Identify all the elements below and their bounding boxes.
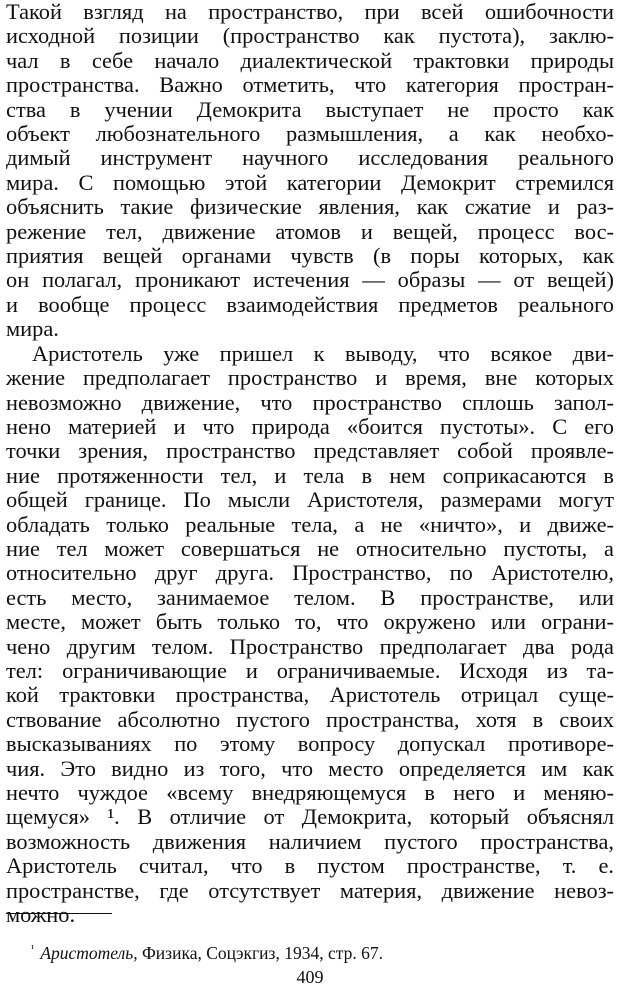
text-line: Такой взгляд на пространство, при всей ошибочности [6, 0, 614, 24]
text-line: чия. Это видно из того, что место определяется им как [6, 755, 614, 781]
text-line: ства в учении Демокрита выступает не просто как [6, 96, 614, 122]
text-line: общей границе. По мысли Аристотеля, размерами могут [6, 487, 614, 513]
page-number: 409 [296, 967, 324, 987]
text-line: режение тел, движение атомов и вещей, процесс вос- [6, 218, 614, 244]
text-line: чал в себе начало диалектической трактовки природы [6, 47, 614, 73]
text-line: можно. [6, 902, 76, 928]
text-line: тел: ограничивающие и ограничиваемые. Исходя из та- [6, 657, 614, 683]
footnote [31, 938, 383, 964]
footnote-author: Аристотель, [40, 942, 138, 963]
body-text [6, 0, 614, 927]
text-line: нено материей и что природа «боится пустоты». С его [6, 413, 614, 439]
text-line: мира. С помощью этой категории Демокрит стремился [6, 169, 614, 195]
text-line: есть место, занимаемое телом. В пространстве, или [6, 584, 614, 610]
text-line: объект любознательного размышления, а как необхо- [6, 121, 614, 147]
text-line: кой трактовки пространства, Аристотель отрицал суще- [6, 682, 614, 708]
text-line: приятия вещей органами чувств (в поры которых, как [6, 243, 614, 269]
text-line: исходной позиции (пространство как пустота), заклю- [6, 23, 614, 49]
text-line: мира. [6, 316, 59, 342]
text-line: обладать только реальные тела, а не «ничто», и движе- [6, 511, 614, 537]
text-line: он полагал, проникают истечения — образы — от вещей) [6, 267, 614, 293]
text-line: нечто чуждое «всему внедряющемуся в него и меняю- [6, 780, 614, 805]
text-line: ние тел может совершаться не относительно пустоты, а [6, 535, 614, 561]
text-line: пространства. Важно отметить, что категория простран- [6, 72, 614, 98]
text-line: Аристотель считал, что в пустом пространстве, т. е. [6, 853, 614, 879]
footnote-text: Физика, Соцэкгиз, 1934, стр. 67. [141, 942, 383, 963]
paragraph-1 [6, 0, 614, 342]
text-line: возможность движения наличием пустого пространства, [6, 828, 614, 854]
footnote-divider [6, 913, 112, 914]
text-line: точки зрения, пространство представляет собой проявле- [6, 438, 614, 464]
text-line: ние протяженности тел, и тела в нем соприкасаются в [6, 462, 614, 488]
text-line: димый инструмент научного исследования реального [6, 145, 614, 171]
text-line: месте, может быть только то, что окружено или ограни- [6, 609, 614, 635]
text-line: чено другим телом. Пространство предполагает два рода [6, 633, 614, 659]
text-line: жение предполагает пространство и время, вне которых [6, 365, 614, 391]
text-line: объяснить такие физические явления, как сжатие и раз- [6, 194, 614, 220]
text-line: и вообще процесс взаимодействия предметов реального [6, 291, 614, 317]
text-line: ствование абсолютно пустого пространства, хотя в своих [6, 706, 614, 732]
text-line: пространстве, где отсутствует материя, движение невоз- [6, 877, 614, 903]
text-line: невозможно движение, что пространство сплошь запол- [6, 389, 614, 415]
text-line: щемуся» ¹. В отличие от Демокрита, который объяснял [6, 804, 614, 830]
footnote-mark: ¹ [31, 943, 35, 955]
text-line: высказываниях по этому вопросу допускал противоре- [6, 731, 614, 757]
text-line: относительно друг друга. Пространство, по Аристотелю, [6, 560, 614, 586]
paragraph-2 [6, 342, 614, 928]
text-line: Аристотель уже пришел к выводу, что всякое дви- [32, 340, 614, 366]
